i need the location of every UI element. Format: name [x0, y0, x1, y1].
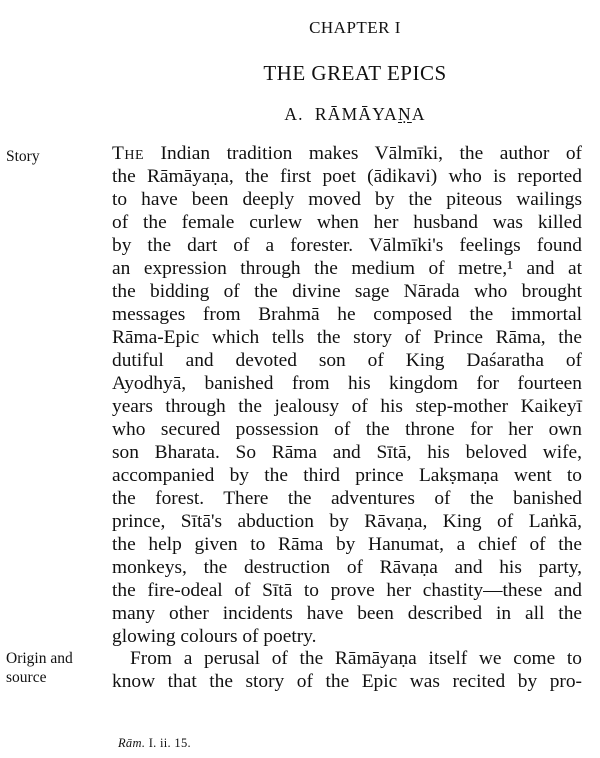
section-prefix: A. [284, 104, 304, 124]
paragraph-line: The Indian tradition makes Vālmīki, the author of [112, 143, 582, 164]
paragraph-line: by the dart of a forester. Vālmīki's feelings found [112, 235, 582, 256]
chapter-number: CHAPTER I [309, 18, 401, 37]
footnote-location: I. ii. 15. [148, 736, 191, 750]
footnote [118, 736, 191, 751]
paragraph-line: dutiful and devoted son of King Daśaratha of [112, 350, 582, 371]
chapter-title: THE GREAT EPICS [263, 61, 447, 85]
paragraph-line: the bidding of the divine sage Nārada who brought [112, 281, 582, 302]
margin-note-story: Story [6, 148, 40, 165]
section-heading-lead: RĀMĀYA [314, 104, 398, 124]
paragraph-line: the fire-odeal of Sītā to prove her chastity—these and [112, 580, 582, 601]
margin-note-origin-line2: source [6, 669, 47, 686]
paragraph-story [112, 142, 582, 648]
paragraph-line: prince, Sītā's abduction by Rāvaṇa, King of Laṅkā, [112, 511, 582, 532]
paragraph-line: years through the jealousy of his step-mother Kaikeyī [112, 396, 582, 417]
paragraph-line: glowing colours of poetry. [112, 626, 317, 647]
paragraph-line: many other incidents have been described in all the [112, 603, 582, 624]
paragraph-origin [112, 647, 582, 693]
margin-note-origin-line1: Origin and [6, 650, 73, 667]
paragraph-line: the help given to Rāma by Hanumat, a chief of the [112, 534, 582, 555]
section-heading [0, 104, 600, 125]
paragraph-line: accompanied by the third prince Lakṣmaṇa went to [112, 465, 582, 486]
margin-note-origin [6, 649, 73, 687]
paragraph-line: monkeys, the destruction of Rāvaṇa and his party, [112, 557, 582, 578]
paragraph-line: to have been deeply moved by the piteous wailings [112, 189, 582, 210]
paragraph-line: the Rāmāyaṇa, the first poet (ādikavi) who is reported [112, 166, 582, 187]
paragraph-line: of the female curlew when her husband was killed [112, 212, 582, 233]
dropword: The [112, 143, 145, 164]
paragraph-line: messages from Brahmā he composed the immortal [112, 304, 582, 325]
section-heading-n: Ṇ [397, 104, 412, 124]
section-heading-tail: A [411, 104, 426, 124]
paragraph-line: Ayodhyā, banished from his kingdom for fourteen [112, 373, 582, 394]
paragraph-line: Rāma-Epic which tells the story of Prince Rāma, the [112, 327, 582, 348]
paragraph-line: the forest. There the adventures of the banished [112, 488, 582, 509]
paragraph-line: son Bharata. So Rāma and Sītā, his beloved wife, [112, 442, 582, 463]
paragraph-line: who secured possession of the throne for her own [112, 419, 582, 440]
paragraph-line: From a perusal of the Rāmāyaṇa itself we come to [130, 648, 582, 669]
paragraph-line: know that the story of the Epic was recited by pro- [112, 671, 582, 692]
footnote-ref: Rām. [118, 736, 146, 750]
paragraph-line: an expression through the medium of metre,¹ and at [112, 258, 582, 279]
